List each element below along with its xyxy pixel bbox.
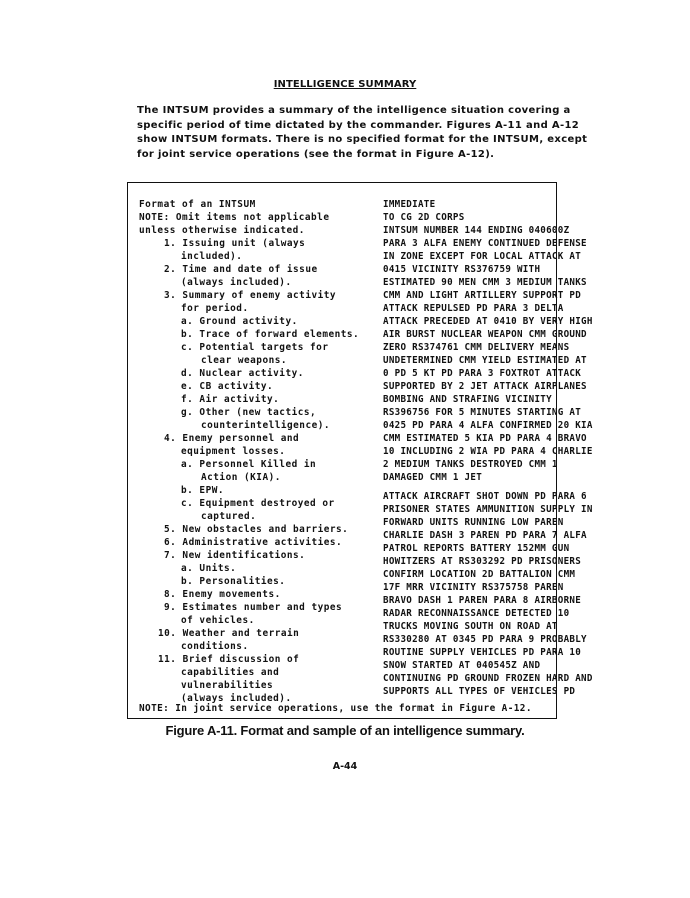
sample-line: 10 INCLUDING 2 WIA PD PARA 4 CHARLIE xyxy=(383,446,593,457)
sample-line: ESTIMATED 90 MEN CMM 3 MEDIUM TANKS xyxy=(383,277,587,288)
sample-line: PATROL REPORTS BATTERY 152MM GUN xyxy=(383,543,570,554)
format-line: 5. New obstacles and barriers. xyxy=(164,524,349,535)
sample-line: CONFIRM LOCATION 2D BATTALION CMM xyxy=(383,569,576,580)
format-line: 1. Issuing unit (always xyxy=(164,238,306,249)
sample-line: 17F MRR VICINITY RS375758 PAREN xyxy=(383,582,564,593)
sample-line: CMM ESTIMATED 5 KIA PD PARA 4 BRAVO xyxy=(383,433,587,444)
format-line: for period. xyxy=(181,303,249,314)
sample-line: HOWITZERS AT RS303292 PD PRISONERS xyxy=(383,556,582,567)
sample-line: ZERO RS374761 CMM DELIVERY MEANS xyxy=(383,342,570,353)
sample-line: TO CG 2D CORPS xyxy=(383,212,465,223)
sample-line: ATTACK AIRCRAFT SHOT DOWN PD PARA 6 xyxy=(383,491,587,502)
sample-line: AIR BURST NUCLEAR WEAPON CMM GROUND xyxy=(383,329,587,340)
sample-line: IN ZONE EXCEPT FOR LOCAL ATTACK AT xyxy=(383,251,582,262)
format-line: e. CB activity. xyxy=(181,381,274,392)
sample-line: ATTACK REPULSED PD PARA 3 DELTA xyxy=(383,303,564,314)
sample-line: ROUTINE SUPPLY VEHICLES PD PARA 10 xyxy=(383,647,582,658)
format-line: capabilities and xyxy=(181,667,280,678)
box-note: NOTE: In joint service operations, use the format in Figure A-12. xyxy=(139,703,532,714)
format-line: c. Equipment destroyed or xyxy=(181,498,335,509)
format-line: vulnerabilities xyxy=(181,680,274,691)
format-line: a. Units. xyxy=(181,563,237,574)
sample-line: RS396756 FOR 5 MINUTES STARTING AT xyxy=(383,407,582,418)
page-number: A-44 xyxy=(332,761,358,772)
format-line: b. Trace of forward elements. xyxy=(181,329,360,340)
format-line: f. Air activity. xyxy=(181,394,280,405)
intro-line: for joint service operations (see the format in Figure A-12). xyxy=(137,148,495,160)
intro-line: The INTSUM provides a summary of the intelligence situation covering a xyxy=(137,105,571,116)
sample-line: CONTINUING PD GROUND FROZEN HARD AND xyxy=(383,673,593,684)
sample-line: PRISONER STATES AMMUNITION SUPPLY IN xyxy=(383,504,593,515)
sample-line: UNDETERMINED CMM YIELD ESTIMATED AT xyxy=(383,355,587,366)
format-line: equipment losses. xyxy=(181,446,286,457)
format-line: unless otherwise indicated. xyxy=(139,225,305,236)
format-line: 4. Enemy personnel and xyxy=(164,433,300,444)
format-line: 2. Time and date of issue xyxy=(164,264,318,275)
format-line: (always included). xyxy=(181,693,292,704)
format-line: conditions. xyxy=(181,641,249,652)
format-line: b. Personalities. xyxy=(181,576,286,587)
format-line: Action (KIA). xyxy=(201,472,281,483)
sample-line: 0415 VICINITY RS376759 WITH xyxy=(383,264,541,275)
format-line: NOTE: Omit items not applicable xyxy=(139,212,330,223)
sample-line: ATTACK PRECEDED AT 0410 BY VERY HIGH xyxy=(383,316,593,327)
format-line: 11. Brief discussion of xyxy=(158,654,300,665)
page-title: INTELLIGENCE SUMMARY xyxy=(273,79,417,90)
sample-line: 0 PD 5 KT PD PARA 3 FOXTROT ATTACK xyxy=(383,368,582,379)
sample-line: RADAR RECONNAISSANCE DETECTED 10 xyxy=(383,608,570,619)
format-line: clear weapons. xyxy=(201,355,288,366)
format-line: counterintelligence). xyxy=(201,420,331,431)
intro-paragraph xyxy=(137,104,587,162)
format-line: a. Personnel Killed in xyxy=(181,459,317,470)
sample-line: SUPPORTS ALL TYPES OF VEHICLES PD xyxy=(383,686,576,697)
sample-line: TRUCKS MOVING SOUTH ON ROAD AT xyxy=(383,621,558,632)
format-line: 10. Weather and terrain xyxy=(158,628,300,639)
sample-line: RS330280 AT 0345 PD PARA 9 PROBABLY xyxy=(383,634,587,645)
sample-line: BOMBING AND STRAFING VICINITY xyxy=(383,394,552,405)
format-line: a. Ground activity. xyxy=(181,316,298,327)
format-line: Format of an INTSUM xyxy=(139,199,256,210)
figure-caption: Figure A-11. Format and sample of an intelligence summary. xyxy=(165,723,525,738)
intro-line: specific period of time dictated by the commander. Figures A-11 and A-12 xyxy=(137,119,580,131)
format-line: included). xyxy=(181,251,243,262)
format-line: 9. Estimates number and types xyxy=(164,602,343,613)
sample-line: INTSUM NUMBER 144 ENDING 040600Z xyxy=(383,225,570,236)
sample-line: PARA 3 ALFA ENEMY CONTINUED DEFENSE xyxy=(383,238,587,249)
sample-line: FORWARD UNITS RUNNING LOW PAREN xyxy=(383,517,564,528)
intro-line: show INTSUM formats. There is no specified format for the INTSUM, except xyxy=(137,134,588,145)
format-line: g. Other (new tactics, xyxy=(181,407,317,418)
format-line: 8. Enemy movements. xyxy=(164,589,281,600)
sample-line: SNOW STARTED AT 040545Z AND xyxy=(383,660,541,671)
format-line: captured. xyxy=(201,511,257,522)
sample-line: SUPPORTED BY 2 JET ATTACK AIRPLANES xyxy=(383,381,587,392)
sample-line: 2 MEDIUM TANKS DESTROYED CMM 1 xyxy=(383,459,558,470)
sample-line: CHARLIE DASH 3 PAREN PD PARA 7 ALFA xyxy=(383,530,587,541)
format-line: of vehicles. xyxy=(181,615,255,626)
sample-line: IMMEDIATE xyxy=(383,199,436,210)
format-line: (always included). xyxy=(181,277,292,288)
format-line: d. Nuclear activity. xyxy=(181,368,304,379)
sample-line: CMM AND LIGHT ARTILLERY SUPPORT PD xyxy=(383,290,582,301)
sample-line: 0425 PD PARA 4 ALFA CONFIRMED 20 KIA xyxy=(383,420,593,431)
format-line: 3. Summary of enemy activity xyxy=(164,290,337,301)
format-line: c. Potential targets for xyxy=(181,342,329,353)
format-line: 7. New identifications. xyxy=(164,550,306,561)
format-line: b. EPW. xyxy=(181,485,225,496)
sample-line: BRAVO DASH 1 PAREN PARA 8 AIRBORNE xyxy=(383,595,582,606)
format-line: 6. Administrative activities. xyxy=(164,537,343,548)
sample-line: DAMAGED CMM 1 JET xyxy=(383,472,483,483)
